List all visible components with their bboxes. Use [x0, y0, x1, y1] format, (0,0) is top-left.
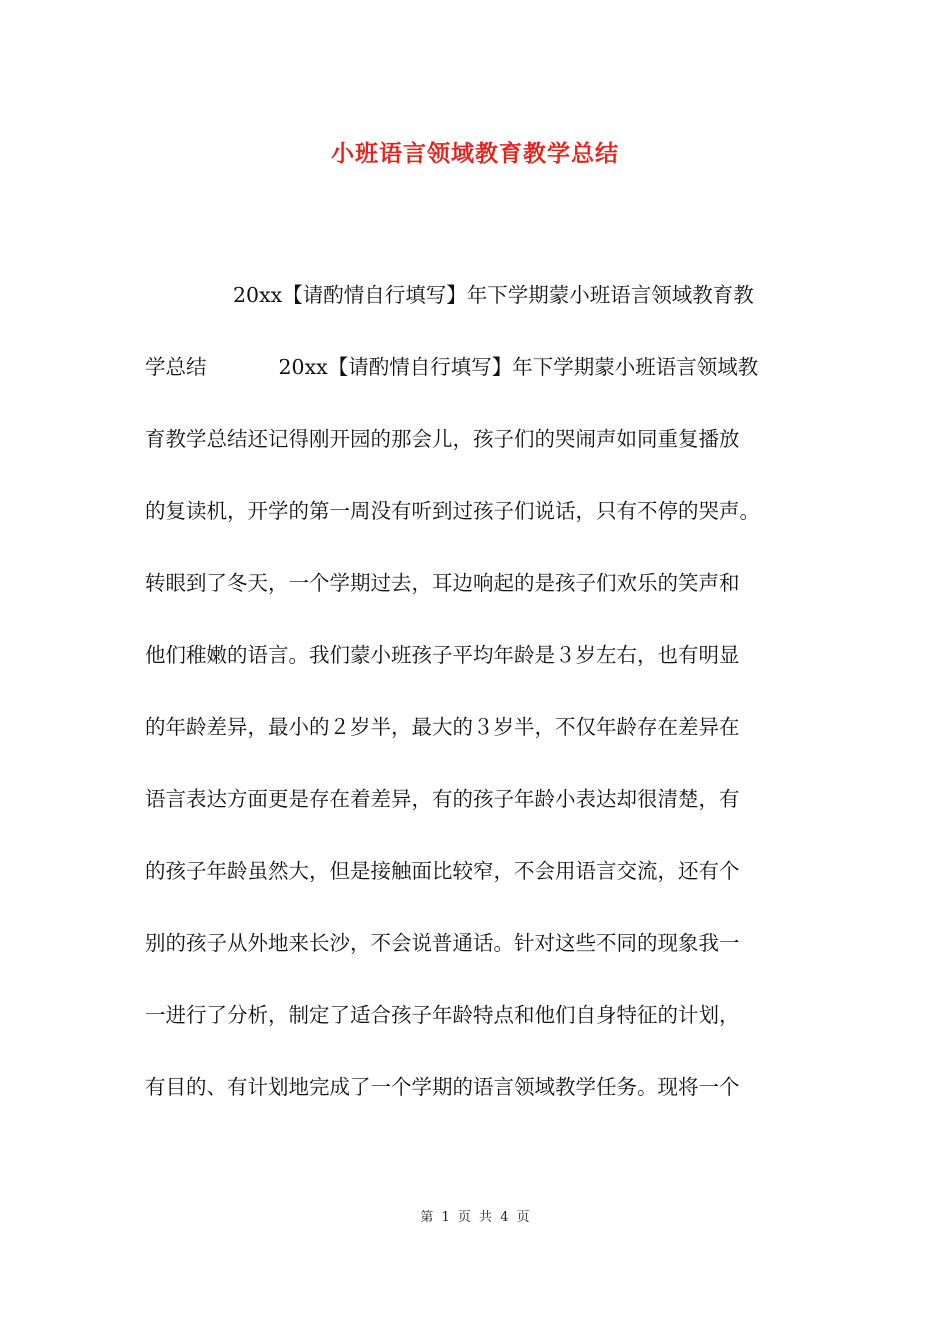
paragraph-line: 语言表达方面更是存在着差异，有的孩子年龄小表达却很清楚，有	[145, 787, 740, 811]
paragraph-line: 一进行了分析，制定了适合孩子年龄特点和他们自身特征的计划，	[145, 1003, 740, 1027]
paragraph-line: 转眼到了冬天，一个学期过去，耳边响起的是孩子们欢乐的笑声和	[145, 571, 740, 595]
paragraph-line-segment: 学总结	[145, 355, 207, 379]
page-number-footer: 第 1 页 共 4 页	[420, 1210, 530, 1225]
paragraph-line	[145, 352, 758, 382]
paragraph-line: 的年龄差异，最小的２岁半，最大的３岁半，不仅年龄存在差异在	[145, 715, 740, 739]
document-title: 小班语言领域教育教学总结	[331, 140, 619, 167]
paragraph-line: 20xx【请酌情自行填写】年下学期蒙小班语言领域教育教	[233, 283, 754, 307]
paragraph-line: 有目的、有计划地完成了一个学期的语言领域教学任务。现将一个	[145, 1075, 740, 1099]
paragraph-line-segment: 20xx【请酌情自行填写】年下学期蒙小班语言领域教	[278, 355, 759, 379]
paragraph-line: 的复读机，开学的第一周没有听到过孩子们说话，只有不停的哭声。	[145, 499, 760, 523]
paragraph-line: 的孩子年龄虽然大，但是接触面比较窄，不会用语言交流，还有个	[145, 859, 740, 883]
paragraph-line: 育教学总结还记得刚开园的那会儿，孩子们的哭闹声如同重复播放	[145, 427, 740, 451]
paragraph-line: 别的孩子从外地来长沙，不会说普通话。针对这些不同的现象我一	[145, 931, 740, 955]
paragraph-line: 他们稚嫩的语言。我们蒙小班孩子平均年龄是３岁左右，也有明显	[145, 643, 740, 667]
